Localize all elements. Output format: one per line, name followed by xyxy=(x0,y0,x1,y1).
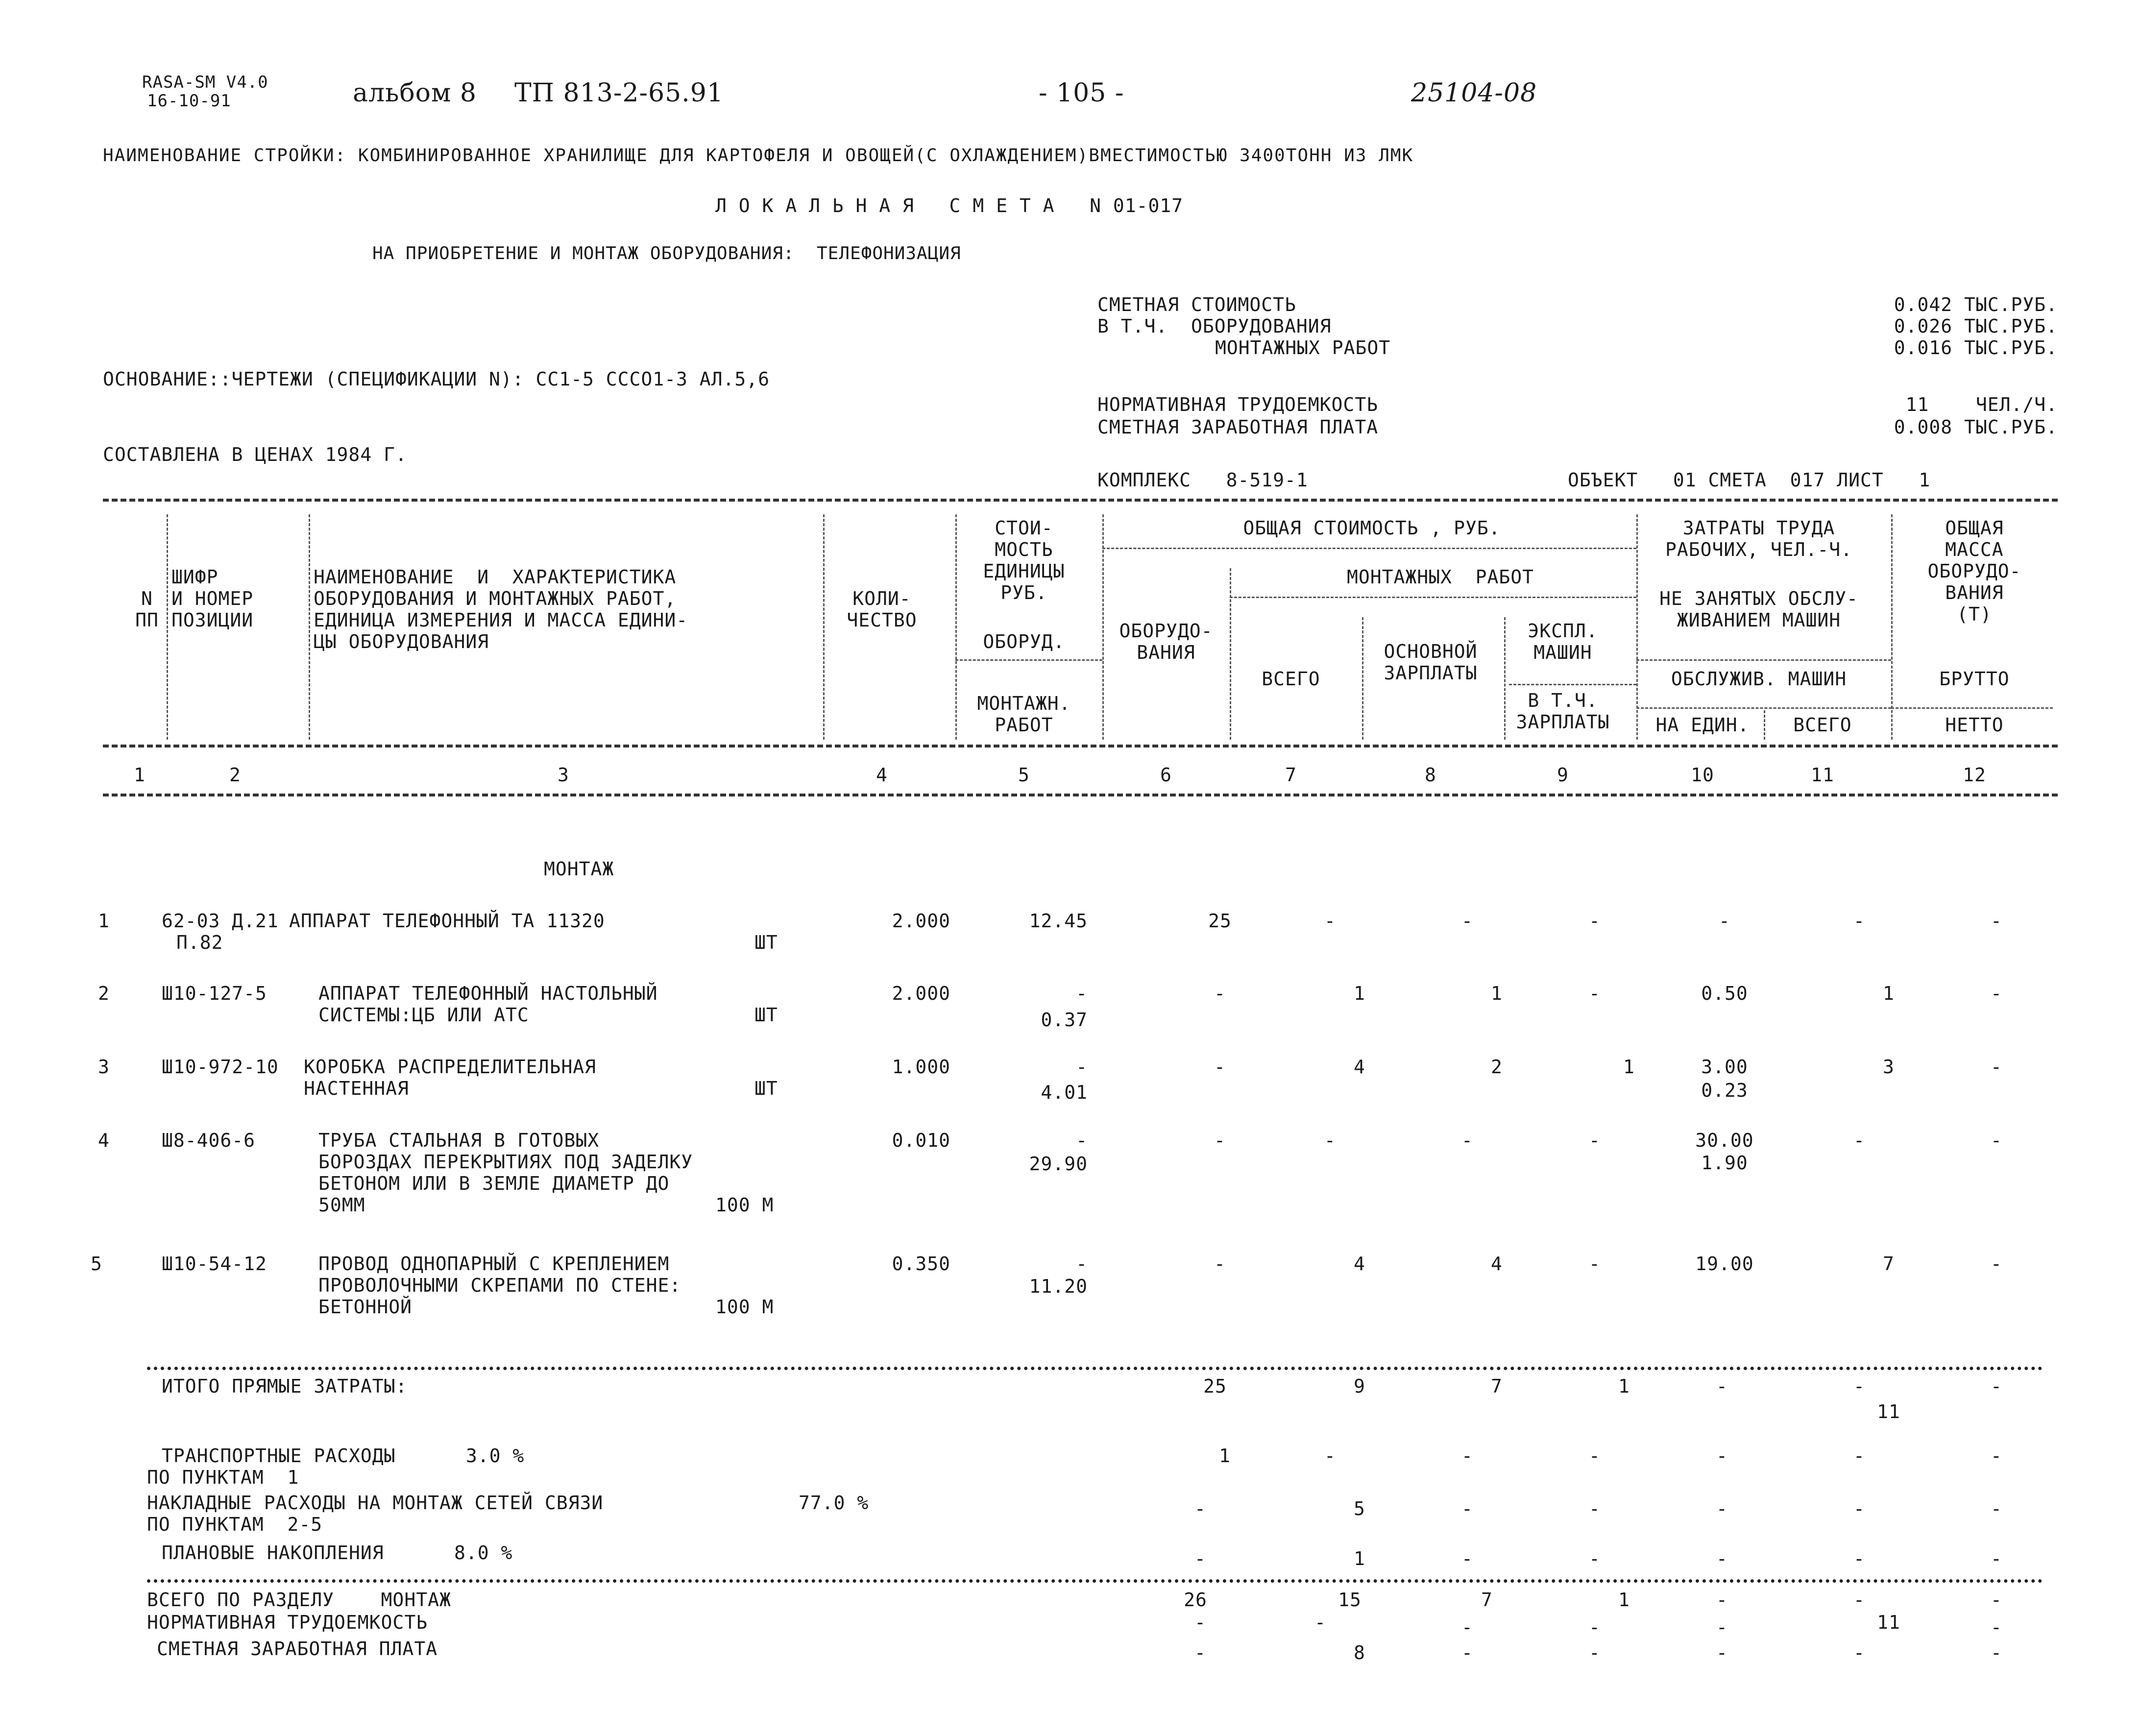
col-equip-total-header: ОБОРУДО- ВАНИЯ xyxy=(1119,620,1213,663)
summary-value-4: 11 ЧЕЛ./Ч. xyxy=(1905,394,2058,415)
row-labor-total: - xyxy=(1853,1130,1865,1151)
totals-equipment: 25 xyxy=(1203,1375,1227,1397)
totals-label: ТРАНСПОРТНЫЕ РАСХОДЫ 3.0 % xyxy=(162,1445,525,1467)
col-number-6: 6 xyxy=(1160,764,1172,786)
col-number-2: 2 xyxy=(229,764,241,786)
totals-labor-unit: - xyxy=(1716,1642,1728,1664)
totals-equipment: - xyxy=(1194,1548,1206,1569)
col-netto-header: НЕТТО xyxy=(1945,714,2004,736)
totals-mount: 5 xyxy=(1354,1498,1365,1519)
estimate-purpose: НА ПРИОБРЕТЕНИЕ И МОНТАЖ ОБОРУДОВАНИЯ: ТЕЛЕФОНИЗАЦИЯ xyxy=(372,243,961,264)
row-machines: - xyxy=(1589,1130,1601,1151)
row-equipment-cost: - xyxy=(1214,1130,1226,1151)
section-title: МОНТАЖ xyxy=(544,858,614,880)
estimate-title: Л О К А Л Ь Н А Я С М Е Т А N 01-017 xyxy=(715,195,1184,217)
totals-mount: 9 xyxy=(1354,1375,1365,1397)
totals-mass: - xyxy=(1991,1589,2002,1611)
row-base-wage: - xyxy=(1461,910,1473,932)
totals-label: НОРМАТИВНАЯ ТРУДОЕМКОСТЬ xyxy=(147,1612,428,1633)
row-labor-unit: 0.50 xyxy=(1701,983,1748,1004)
header-top-rule xyxy=(103,499,2058,502)
totals-machines: 1 xyxy=(1618,1589,1630,1611)
totals-machines: - xyxy=(1589,1642,1601,1664)
separator xyxy=(1362,617,1363,740)
col-number-12: 12 xyxy=(1963,764,1986,786)
totals-wage: 7 xyxy=(1481,1589,1493,1611)
row-equipment-cost: 25 xyxy=(1208,910,1232,932)
row-labor-unit: 30.00 xyxy=(1695,1130,1754,1151)
row-unit: ШТ xyxy=(754,1004,778,1026)
totals-wage: - xyxy=(1461,1642,1473,1664)
totals-mount: 1 xyxy=(1354,1548,1365,1569)
col-number-3: 3 xyxy=(558,764,569,786)
totals-labor-unit: - xyxy=(1716,1375,1728,1397)
totals-machines: - xyxy=(1589,1498,1601,1519)
row-equipment-cost: - xyxy=(1214,1056,1226,1078)
separator xyxy=(1636,659,1891,661)
totals-mount: 8 xyxy=(1354,1642,1365,1664)
col-machine-wage-header: В Т.Ч. ЗАРПЛАТЫ xyxy=(1516,690,1610,733)
col-base-wage-header: ОСНОВНОЙ ЗАРПЛАТЫ xyxy=(1384,641,1478,684)
separator xyxy=(1509,684,1636,685)
row-mount-total: 1 xyxy=(1354,983,1365,1004)
row-mass: - xyxy=(1991,1056,2002,1078)
col-unit-mount-header: МОНТАЖН. РАБОТ xyxy=(977,693,1071,736)
handwritten-code: 25104-08 xyxy=(1411,78,1537,108)
summary-label-5: СМЕТНАЯ ЗАРАБОТНАЯ ПЛАТА xyxy=(1097,416,1379,438)
totals-wage: - xyxy=(1461,1616,1473,1638)
totals-mount: - xyxy=(1314,1612,1326,1633)
tp-number: ТП 813-2-65.91 xyxy=(514,78,724,108)
separator xyxy=(1891,514,1893,740)
totals-labor-unit: - xyxy=(1716,1445,1728,1467)
row-mass: - xyxy=(1991,910,2002,932)
row-price-mount: 0.37 xyxy=(1041,1009,1088,1031)
totals-mass: - xyxy=(1991,1498,2002,1519)
totals-labor-total: 11 xyxy=(1877,1401,1900,1423)
col-labor-total-header: ВСЕГО xyxy=(1793,714,1852,736)
row-name: АППАРАТ ТЕЛЕФОННЫЙ НАСТОЛЬНЫЙ СИСТЕМЫ:ЦБ ИЛИ АТС xyxy=(318,983,658,1026)
row-code: Ш8-406-6 xyxy=(162,1130,256,1151)
row-qty: 2.000 xyxy=(892,910,950,932)
totals-label: ПЛАНОВЫЕ НАКОПЛЕНИЯ 8.0 % xyxy=(162,1542,513,1564)
row-name: КОРОБКА РАСПРЕДЕЛИТЕЛЬНАЯ НАСТЕННАЯ xyxy=(304,1056,596,1099)
totals-labor-total: - xyxy=(1853,1642,1865,1664)
totals-mount: - xyxy=(1324,1445,1336,1467)
row-code: 62-03 Д.21 xyxy=(162,910,279,932)
col-n-header: N ПП xyxy=(135,588,159,631)
row-number: 3 xyxy=(98,1056,110,1078)
separator xyxy=(167,514,168,740)
row-qty: 2.000 xyxy=(892,983,950,1004)
row-machines: 1 xyxy=(1623,1056,1635,1078)
row-equipment-cost: - xyxy=(1214,1253,1226,1275)
stamp-date: 16-10-91 xyxy=(147,91,231,111)
row-price: - xyxy=(1076,1056,1088,1078)
row-equipment-cost: - xyxy=(1214,983,1226,1004)
row-price-mount: 4.01 xyxy=(1041,1082,1088,1103)
summary-value-1: 0.042 ТЫС.РУБ. xyxy=(1894,294,2058,315)
separator xyxy=(1230,568,1231,740)
total-cost-header: ОБЩАЯ СТОИМОСТЬ , РУБ. xyxy=(1243,517,1501,539)
album-label: альбом 8 xyxy=(353,78,477,108)
separator xyxy=(1891,707,2053,709)
totals-mount: 15 xyxy=(1338,1589,1362,1611)
totals-mass: - xyxy=(1991,1375,2002,1397)
row-code: Ш10-54-12 xyxy=(162,1253,267,1275)
row-labor-unit-machines: 1.90 xyxy=(1701,1152,1748,1174)
labor-not-machine-header: НЕ ЗАНЯТЫХ ОБСЛУ- ЖИВАНИЕМ МАШИН xyxy=(1659,588,1858,631)
totals-label: НАКЛАДНЫЕ РАСХОДЫ НА МОНТАЖ СЕТЕЙ СВЯЗИ xyxy=(147,1492,604,1514)
row-labor-unit: 19.00 xyxy=(1695,1253,1754,1275)
row-price: - xyxy=(1076,1130,1088,1151)
col-mass-header: ОБЩАЯ МАССА ОБОРУДО- ВАНИЯ (Т) xyxy=(1927,517,2021,625)
totals-equipment: 26 xyxy=(1184,1589,1207,1611)
totals-wage: 7 xyxy=(1491,1375,1503,1397)
totals-wage: - xyxy=(1461,1445,1473,1467)
row-code: Ш10-127-5 xyxy=(162,983,267,1004)
col-qty-header: КОЛИ- ЧЕСТВО xyxy=(847,588,917,631)
row-number: 4 xyxy=(98,1130,110,1151)
row-price: 12.45 xyxy=(1029,910,1088,932)
row-code: Ш10-972-10 xyxy=(162,1056,279,1078)
row-machines: - xyxy=(1589,983,1601,1004)
col-unit-equip-header: ОБОРУД. xyxy=(983,631,1065,652)
col-number-9: 9 xyxy=(1557,764,1569,786)
totals-labor-unit: - xyxy=(1716,1498,1728,1519)
row-unit: ШТ xyxy=(754,932,778,953)
row-number: 1 xyxy=(98,910,110,932)
row-machines: - xyxy=(1589,1253,1601,1275)
row-qty: 0.350 xyxy=(892,1253,950,1275)
totals-percent: 77.0 % xyxy=(799,1492,869,1514)
labor-machine-header: ОБСЛУЖИВ. МАШИН xyxy=(1671,668,1847,690)
totals-equipment: - xyxy=(1194,1642,1206,1664)
totals-machines: - xyxy=(1589,1445,1601,1467)
row-labor-total: 1 xyxy=(1883,983,1895,1004)
row-code-extra: П.82 xyxy=(176,932,223,953)
totals-labor-unit: - xyxy=(1716,1589,1728,1611)
col-number-8: 8 xyxy=(1425,764,1436,786)
col-brutto-header: БРУТТО xyxy=(1939,668,2010,690)
separator xyxy=(955,659,1102,661)
col-number-5: 5 xyxy=(1018,764,1030,786)
col-machines-header: ЭКСПЛ. МАШИН xyxy=(1528,620,1598,663)
totals-equipment: - xyxy=(1194,1612,1206,1633)
row-price: - xyxy=(1076,1253,1088,1275)
row-mass: - xyxy=(1991,1253,2002,1275)
mount-works-header: МОНТАЖНЫХ РАБОТ xyxy=(1346,566,1534,588)
row-price-mount: 11.20 xyxy=(1029,1276,1088,1297)
row-price: - xyxy=(1076,983,1088,1004)
prices-year: СОСТАВЛЕНА В ЦЕНАХ 1984 Г. xyxy=(103,444,407,465)
basis-line: ОСНОВАНИЕ::ЧЕРТЕЖИ (СПЕЦИФИКАЦИИ N): СС1-5 СССО1-3 АЛ.5,6 xyxy=(103,368,770,390)
row-name: АППАРАТ ТЕЛЕФОННЫЙ ТА 11320 xyxy=(289,910,605,932)
row-labor-unit: - xyxy=(1719,910,1730,932)
row-number: 2 xyxy=(98,983,110,1004)
labor-header: ЗАТРАТЫ ТРУДА РАБОЧИХ, ЧЕЛ.-Ч. xyxy=(1665,517,1853,560)
totals-labor-total: - xyxy=(1853,1589,1865,1611)
totals-label: СМЕТНАЯ ЗАРАБОТНАЯ ПЛАТА xyxy=(157,1638,438,1660)
totals-labor-total: 11 xyxy=(1877,1612,1900,1633)
summary-value-3: 0.016 ТЫС.РУБ. xyxy=(1894,337,2058,359)
totals-labor-dash: - xyxy=(1853,1375,1865,1397)
complex-code: КОМПЛЕКС 8-519-1 xyxy=(1097,469,1308,491)
summary-label-1: СМЕТНАЯ СТОИМОСТЬ xyxy=(1097,294,1296,315)
col-number-7: 7 xyxy=(1285,764,1297,786)
totals-equipment: 1 xyxy=(1219,1445,1231,1467)
totals-top-rule xyxy=(147,1367,2043,1370)
header-bottom-rule xyxy=(103,745,2058,747)
col-number-11: 11 xyxy=(1811,764,1834,786)
totals-labor-total: - xyxy=(1853,1445,1865,1467)
page-number: - 105 - xyxy=(1039,78,1124,108)
totals-labor-total: - xyxy=(1853,1548,1865,1569)
totals-machines: 1 xyxy=(1618,1375,1630,1397)
row-labor-total: 3 xyxy=(1883,1056,1895,1078)
separator xyxy=(1636,707,1891,709)
totals-labor-unit: - xyxy=(1716,1616,1728,1638)
numbers-bottom-rule xyxy=(103,794,2058,796)
totals-mass: - xyxy=(1991,1616,2002,1638)
row-number: 5 xyxy=(91,1253,102,1275)
totals-mass: - xyxy=(1991,1445,2002,1467)
col-number-10: 10 xyxy=(1691,764,1714,786)
col-number-1: 1 xyxy=(134,764,146,786)
stamp-line-1: RASA-SM V4.0 xyxy=(142,72,268,92)
row-mount-total: 4 xyxy=(1354,1253,1365,1275)
separator xyxy=(823,514,825,740)
row-base-wage: - xyxy=(1461,1130,1473,1151)
totals-label: ВСЕГО ПО РАЗДЕЛУ МОНТАЖ xyxy=(147,1589,451,1611)
row-unit: 100 М xyxy=(715,1296,774,1318)
row-mount-total: - xyxy=(1324,910,1336,932)
totals-machines: - xyxy=(1589,1616,1601,1638)
totals-equipment: - xyxy=(1194,1498,1206,1519)
separator xyxy=(1636,514,1638,740)
separator xyxy=(1504,617,1506,740)
summary-value-5: 0.008 ТЫС.РУБ. xyxy=(1894,416,2058,438)
col-number-4: 4 xyxy=(876,764,888,786)
col-per-unit-header: НА ЕДИН. xyxy=(1655,714,1750,736)
row-labor-total: 7 xyxy=(1883,1253,1895,1275)
row-base-wage: 1 xyxy=(1491,983,1503,1004)
row-mass: - xyxy=(1991,983,2002,1004)
totals-machines: - xyxy=(1589,1548,1601,1569)
col-name-header: НАИМЕНОВАНИЕ И ХАРАКТЕРИСТИКА ОБОРУДОВАНИЯ И МОНТАЖНЫХ РАБОТ, ЕДИНИЦА ИЗМЕРЕНИЯ И МАССА ЕДИНИ- ЦЫ ОБОРУДОВАНИЯ xyxy=(314,566,688,652)
summary-value-2: 0.026 ТЫС.РУБ. xyxy=(1894,315,2058,337)
separator xyxy=(1230,597,1636,598)
col-total-header: ВСЕГО xyxy=(1262,668,1320,690)
section-total-rule xyxy=(147,1579,2043,1583)
totals-label: ИТОГО ПРЯМЫЕ ЗАТРАТЫ: xyxy=(162,1375,408,1397)
totals-wage: - xyxy=(1461,1548,1473,1569)
summary-label-2: В Т.Ч. ОБОРУДОВАНИЯ xyxy=(1097,315,1332,337)
summary-label-3: МОНТАЖНЫХ РАБОТ xyxy=(1215,337,1391,359)
summary-label-4: НОРМАТИВНАЯ ТРУДОЕМКОСТЬ xyxy=(1097,394,1379,415)
row-qty: 0.010 xyxy=(892,1130,950,1151)
row-labor-unit: 3.00 xyxy=(1701,1056,1748,1078)
col-code-header: ШИФР И НОМЕР ПОЗИЦИИ xyxy=(171,566,254,631)
row-mount-total: 4 xyxy=(1354,1056,1365,1078)
separator xyxy=(1102,548,1636,549)
separator xyxy=(309,514,310,740)
row-base-wage: 4 xyxy=(1491,1253,1503,1275)
totals-label-sub: ПО ПУНКТАМ 1 xyxy=(147,1467,299,1488)
totals-labor-unit: - xyxy=(1716,1548,1728,1569)
row-unit: 100 М xyxy=(715,1194,774,1216)
row-mount-total: - xyxy=(1324,1130,1336,1151)
row-machines: - xyxy=(1589,910,1601,932)
row-base-wage: 2 xyxy=(1491,1056,1503,1078)
totals-mass: - xyxy=(1991,1548,2002,1569)
row-labor-unit-machines: 0.23 xyxy=(1701,1080,1748,1101)
row-labor-total: - xyxy=(1853,910,1865,932)
row-mass: - xyxy=(1991,1130,2002,1151)
row-name: ТРУБА СТАЛЬНАЯ В ГОТОВЫХ БОРОЗДАХ ПЕРЕКРЫТИЯХ ПОД ЗАДЕЛКУ БЕТОНОМ ИЛИ В ЗЕМЛЕ ДИАМЕТР ДО 50ММ xyxy=(318,1130,693,1216)
object-sheet: ОБЪЕКТ 01 СМЕТА 017 ЛИСТ 1 xyxy=(1568,469,1931,491)
totals-labor-total: - xyxy=(1853,1498,1865,1519)
col-unit-cost-header: СТОИ- МОСТЬ ЕДИНИЦЫ РУБ. xyxy=(983,517,1065,603)
totals-mass: - xyxy=(1991,1642,2002,1664)
row-qty: 1.000 xyxy=(892,1056,950,1078)
separator xyxy=(955,514,957,740)
construction-name: НАИМЕНОВАНИЕ СТРОЙКИ: КОМБИНИРОВАННОЕ ХРАНИЛИЩЕ ДЛЯ КАРТОФЕЛЯ И ОВОЩЕЙ(С ОХЛАЖДЕНИЕМ)ВМЕСТИМОСТЬЮ 3400ТОНН ИЗ ЛМК xyxy=(103,145,1414,166)
totals-wage: - xyxy=(1461,1498,1473,1519)
row-name: ПРОВОД ОДНОПАРНЫЙ С КРЕПЛЕНИЕМ ПРОВОЛОЧНЫМИ СКРЕПАМИ ПО СТЕНЕ: БЕТОННОЙ xyxy=(318,1253,681,1318)
totals-label-sub: ПО ПУНКТАМ 2-5 xyxy=(147,1514,323,1535)
row-unit: ШТ xyxy=(754,1078,778,1099)
row-price-mount: 29.90 xyxy=(1029,1153,1088,1175)
separator xyxy=(1764,710,1765,740)
